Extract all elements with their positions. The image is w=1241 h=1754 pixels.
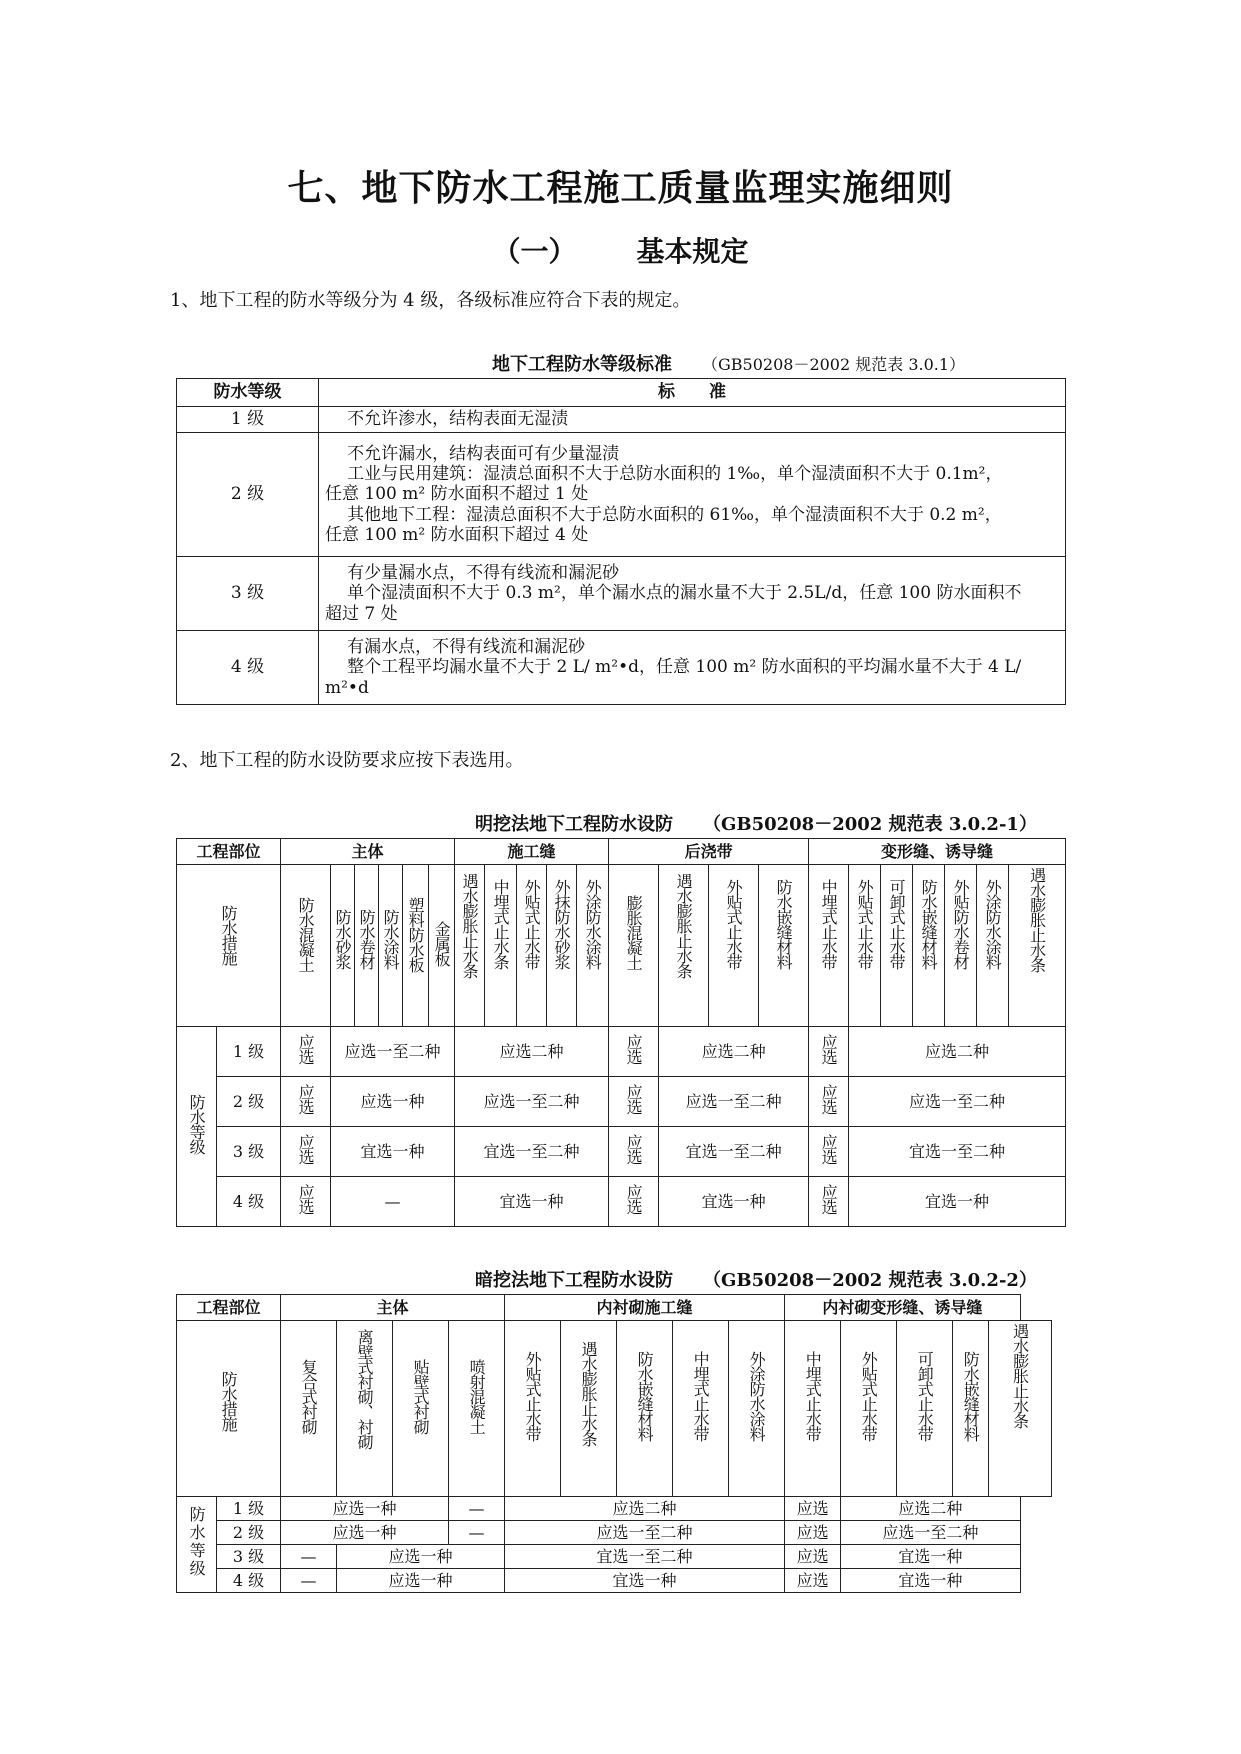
required-cell (609, 1177, 659, 1227)
grade-group-label (177, 1497, 217, 1593)
measure-col (841, 1321, 897, 1497)
table3 (176, 1294, 1052, 1593)
measure-text: 外涂防水涂料 (983, 879, 1003, 969)
post-cell: 应选一至二种 (659, 1077, 809, 1127)
measure-text: 离壁式衬砌、衬砌 (355, 1329, 375, 1449)
grade-cell: 2 级 (177, 433, 319, 557)
standard-line: 有漏水点，不得有线流和漏泥砂 (347, 636, 586, 657)
grade-cell: 1 级 (177, 407, 319, 433)
table3-def: 内衬砌变形缝、诱导缝 (785, 1295, 1020, 1321)
required-text: 应选 (819, 1134, 839, 1165)
required-cell (609, 1027, 659, 1077)
measure-text: 外涂防水涂料 (583, 879, 603, 969)
table-row (177, 1497, 1052, 1521)
table2-measure-row (177, 865, 1066, 1027)
measure-text: 遇水膨胀止水条 (1027, 867, 1047, 972)
measure-text: 防水嵌缝材料 (635, 1351, 655, 1441)
measure-col (331, 865, 355, 1027)
standard-line: 不允许漏水，结构表面可有少量湿渍 (347, 443, 620, 464)
grade-cell: 4 级 (217, 1177, 281, 1227)
measure-text: 中埋式止水条 (491, 879, 511, 969)
main-cell: 应选一种 (281, 1521, 449, 1545)
table1-ref: （GB50208－2002 规范表 3.0.1） (702, 355, 966, 374)
main-cell: — (331, 1177, 455, 1227)
measure-col (485, 865, 517, 1027)
measure-text: 外贴式止水带 (523, 1351, 543, 1441)
measure-col (673, 1321, 729, 1497)
paragraph-2: 2、地下工程的防水设防要求应按下表选用。 (170, 750, 524, 771)
table-row (177, 1545, 1052, 1569)
measure-label: 防水措施 (219, 1371, 239, 1431)
table-row (177, 631, 1066, 705)
measure-text: 金属板 (432, 921, 452, 966)
grade-cell: 3 级 (217, 1127, 281, 1177)
measure-text: 防水嵌缝材料 (774, 879, 794, 969)
section-label: 基本规定 (636, 235, 749, 268)
post-cell: 宜选一种 (659, 1177, 809, 1227)
measure-text: 塑料防水板 (406, 897, 426, 972)
grade-cell: 1 级 (217, 1497, 281, 1521)
required-cell: 应选 (785, 1569, 841, 1593)
table3-measure-row (177, 1321, 1052, 1497)
paragraph-1: 1、地下工程的防水等级分为 4 级，各级标准应符合下表的规定。 (170, 290, 691, 311)
measure-text: 外抹防水砂浆 (552, 879, 572, 969)
standard-cell (319, 557, 1066, 631)
required-cell (609, 1077, 659, 1127)
measure-col (455, 865, 485, 1027)
table3-part: 工程部位 (177, 1295, 281, 1321)
required-cell: 应选 (785, 1497, 841, 1521)
measure-text: 贴壁式衬砌 (411, 1359, 431, 1434)
table3-ref: （GB50208－2002 规范表 3.0.2-2） (703, 1270, 1037, 1291)
section-number: （一） (492, 235, 577, 268)
joint-cell: 宜选一至二种 (505, 1545, 785, 1569)
table1-header-standard: 标 准 (319, 379, 1066, 407)
measure-text: 防水嵌缝材料 (919, 879, 939, 969)
table-row (177, 407, 1066, 433)
required-text: 应选 (296, 1134, 316, 1165)
required-text: 应选 (624, 1134, 644, 1165)
measure-text: 中埋式止水带 (691, 1351, 711, 1441)
main-cell: 应选一种 (337, 1569, 505, 1593)
required-cell (809, 1177, 849, 1227)
standard-line: 超过 7 处 (325, 603, 398, 624)
table3-title: 暗挖法地下工程防水设防 (475, 1270, 673, 1291)
standard-line: 不允许渗水，结构表面无湿渍 (347, 409, 569, 430)
measure-col (659, 865, 709, 1027)
measure-col (759, 865, 809, 1027)
measure-col (809, 865, 849, 1027)
measure-text: 防水卷材 (357, 909, 377, 969)
measure-col (547, 865, 577, 1027)
table-row (177, 1521, 1052, 1545)
standard-line: 整个工程平均漏水量不大于 2 L/ m²•d，任意 100 m² 防水面积的平均漏水量不大于 4 L/ (347, 657, 1022, 678)
measure-text: 外贴式止水带 (522, 879, 542, 969)
measure-text: 防水嵌缝材料 (961, 1351, 981, 1441)
grade-cell: 4 级 (177, 631, 319, 705)
measure-col (617, 1321, 673, 1497)
measure-text: 喷射混凝土 (467, 1359, 487, 1434)
measure-col (729, 1321, 785, 1497)
standard-line: 单个湿渍面积不大于 0.3 m²，单个漏水点的漏水量不大于 2.5L/d，任意 100 防水面积不 (347, 583, 1022, 604)
grade-label-text: 防水等级 (187, 1506, 207, 1579)
measure-text: 中埋式止水带 (819, 879, 839, 969)
measure-col (913, 865, 945, 1027)
grade-cell: 2 级 (217, 1077, 281, 1127)
grade-group-label (177, 1027, 217, 1227)
required-cell (809, 1077, 849, 1127)
required-cell (281, 1127, 331, 1177)
table2-measure-header (177, 865, 281, 1027)
measure-col (849, 865, 881, 1027)
page-title: 七、地下防水工程施工质量监理实施细则 (287, 167, 954, 209)
standard-line: 其他地下工程：湿渍总面积不大于总防水面积的 61‰，单个湿渍面积不大于 0.2 m²， (347, 504, 1002, 525)
measure-col (281, 865, 331, 1027)
def-cell: 应选二种 (849, 1027, 1066, 1077)
required-cell (609, 1127, 659, 1177)
measure-text: 遇水膨胀止水条 (674, 873, 694, 978)
table2-ref: （GB50208－2002 规范表 3.0.2-1） (703, 814, 1037, 835)
measure-text: 中埋式止水带 (803, 1351, 823, 1441)
post-cell: 宜选一至二种 (659, 1127, 809, 1177)
def-cell: 宜选一种 (841, 1569, 1020, 1593)
measure-text: 防水砂浆 (333, 909, 353, 969)
required-cell (809, 1127, 849, 1177)
table-row (177, 1027, 1066, 1077)
measure-col (429, 865, 455, 1027)
joint-cell: 宜选一至二种 (455, 1127, 609, 1177)
measure-text: 复合式衬砌 (299, 1359, 319, 1434)
def-cell: 应选二种 (841, 1497, 1020, 1521)
joint-cell: 宜选一种 (455, 1177, 609, 1227)
joint-cell: 应选二种 (505, 1497, 785, 1521)
measure-col (393, 1321, 449, 1497)
measure-text: 可卸式止水带 (915, 1351, 935, 1441)
measure-col (337, 1321, 393, 1497)
table3-main: 主体 (281, 1295, 505, 1321)
measure-text: 遇水膨胀止水条 (1010, 1323, 1030, 1428)
measure-col (561, 1321, 617, 1497)
table3-group-row (177, 1295, 1052, 1321)
table2-caption (475, 810, 1037, 836)
main-cell: 应选一种 (281, 1497, 449, 1521)
table2-title: 明挖法地下工程防水设防 (475, 814, 673, 835)
measure-text: 遇水膨胀止水条 (460, 873, 480, 978)
table2-def: 变形缝、诱导缝 (809, 839, 1066, 865)
table2-joint: 施工缝 (455, 839, 609, 865)
table-row (177, 1177, 1066, 1227)
measure-col (897, 1321, 953, 1497)
required-text: 应选 (624, 1084, 644, 1115)
grade-cell: 3 级 (217, 1545, 281, 1569)
measure-col (505, 1321, 561, 1497)
measure-text: 防水混凝土 (296, 897, 316, 972)
table-row (177, 1569, 1052, 1593)
measure-text: 膨胀混凝土 (624, 895, 644, 970)
dash-cell: — (449, 1497, 505, 1521)
required-text: 应选 (296, 1084, 316, 1115)
table2-part: 工程部位 (177, 839, 281, 865)
measure-text: 外贴式止水带 (859, 1351, 879, 1441)
section-heading (0, 230, 1241, 270)
measure-col (379, 865, 403, 1027)
table-row (177, 433, 1066, 557)
required-text: 应选 (296, 1034, 316, 1065)
table-row (177, 1127, 1066, 1177)
measure-col (449, 1321, 505, 1497)
measure-col (977, 865, 1009, 1027)
table-row (177, 1077, 1066, 1127)
grade-cell: 2 级 (217, 1521, 281, 1545)
measure-label: 防水措施 (219, 905, 239, 965)
required-text: 应选 (624, 1034, 644, 1065)
measure-col (953, 1321, 989, 1497)
main-cell: 应选一至二种 (331, 1027, 455, 1077)
grade-cell: 4 级 (217, 1569, 281, 1593)
table2 (176, 838, 1066, 1227)
def-cell: 应选一至二种 (849, 1077, 1066, 1127)
def-cell: 宜选一种 (849, 1177, 1066, 1227)
table3-joint: 内衬砌施工缝 (505, 1295, 785, 1321)
measure-col (609, 865, 659, 1027)
dash-cell: — (449, 1521, 505, 1545)
measure-text: 可卸式止水带 (887, 879, 907, 969)
required-text: 应选 (624, 1184, 644, 1215)
grade-label-text: 防水等级 (187, 1094, 207, 1155)
measure-col (945, 865, 977, 1027)
measure-col (785, 1321, 841, 1497)
standard-cell (319, 433, 1066, 557)
required-text: 应选 (296, 1184, 316, 1215)
joint-cell: 应选一至二种 (455, 1077, 609, 1127)
table1 (176, 378, 1066, 705)
table3-measure-header (177, 1321, 281, 1497)
post-cell: 应选二种 (659, 1027, 809, 1077)
dash-cell: — (281, 1545, 337, 1569)
main-cell: 宜选一种 (331, 1127, 455, 1177)
joint-cell: 应选二种 (455, 1027, 609, 1077)
required-cell (281, 1027, 331, 1077)
grade-cell: 3 级 (177, 557, 319, 631)
measure-text: 外涂防水涂料 (747, 1351, 767, 1441)
standard-line: 有少量漏水点，不得有线流和漏泥砂 (347, 562, 620, 583)
required-text: 应选 (819, 1084, 839, 1115)
measure-col (709, 865, 759, 1027)
dash-cell: — (281, 1569, 337, 1593)
table2-post: 后浇带 (609, 839, 809, 865)
def-cell: 应选一至二种 (841, 1521, 1020, 1545)
required-cell (809, 1027, 849, 1077)
required-cell (281, 1177, 331, 1227)
measure-text: 防水涂料 (381, 909, 401, 969)
main-cell: 应选一种 (331, 1077, 455, 1127)
measure-col (403, 865, 429, 1027)
required-text: 应选 (819, 1034, 839, 1065)
table-row (177, 557, 1066, 631)
measure-text: 外贴式止水带 (724, 879, 744, 969)
required-cell (281, 1077, 331, 1127)
main-cell: 应选一种 (337, 1545, 505, 1569)
measure-col (355, 865, 379, 1027)
table1-header-row (177, 379, 1066, 407)
standard-line: 工业与民用建筑：湿渍总面积不大于总防水面积的 1‰，单个湿渍面积不大于 0.1m²， (347, 463, 1003, 484)
measure-col (881, 865, 913, 1027)
measure-text: 外贴防水卷材 (951, 879, 971, 969)
table2-main: 主体 (281, 839, 455, 865)
standard-line: m²•d (325, 677, 369, 698)
def-cell: 宜选一至二种 (849, 1127, 1066, 1177)
standard-cell (319, 631, 1066, 705)
table1-title: 地下工程防水等级标准 (492, 354, 672, 375)
required-cell: 应选 (785, 1545, 841, 1569)
standard-cell (319, 407, 1066, 433)
table1-header-grade: 防水等级 (177, 379, 319, 407)
table3-caption (475, 1266, 1037, 1292)
measure-col (281, 1321, 337, 1497)
required-cell: 应选 (785, 1521, 841, 1545)
measure-text: 外贴式止水带 (855, 879, 875, 969)
measure-col (577, 865, 609, 1027)
measure-col (517, 865, 547, 1027)
measure-text: 遇水膨胀止水条 (579, 1341, 599, 1446)
joint-cell: 应选一至二种 (505, 1521, 785, 1545)
required-text: 应选 (819, 1184, 839, 1215)
standard-line: 任意 100 m² 防水面积下超过 4 处 (325, 525, 589, 546)
grade-cell: 1 级 (217, 1027, 281, 1077)
table2-group-row (177, 839, 1066, 865)
standard-line: 任意 100 m² 防水面积不超过 1 处 (325, 484, 589, 505)
measure-col (989, 1321, 1052, 1497)
table1-caption (492, 350, 965, 376)
def-cell: 宜选一种 (841, 1545, 1020, 1569)
measure-col (1009, 865, 1066, 1027)
joint-cell: 宜选一种 (505, 1569, 785, 1593)
